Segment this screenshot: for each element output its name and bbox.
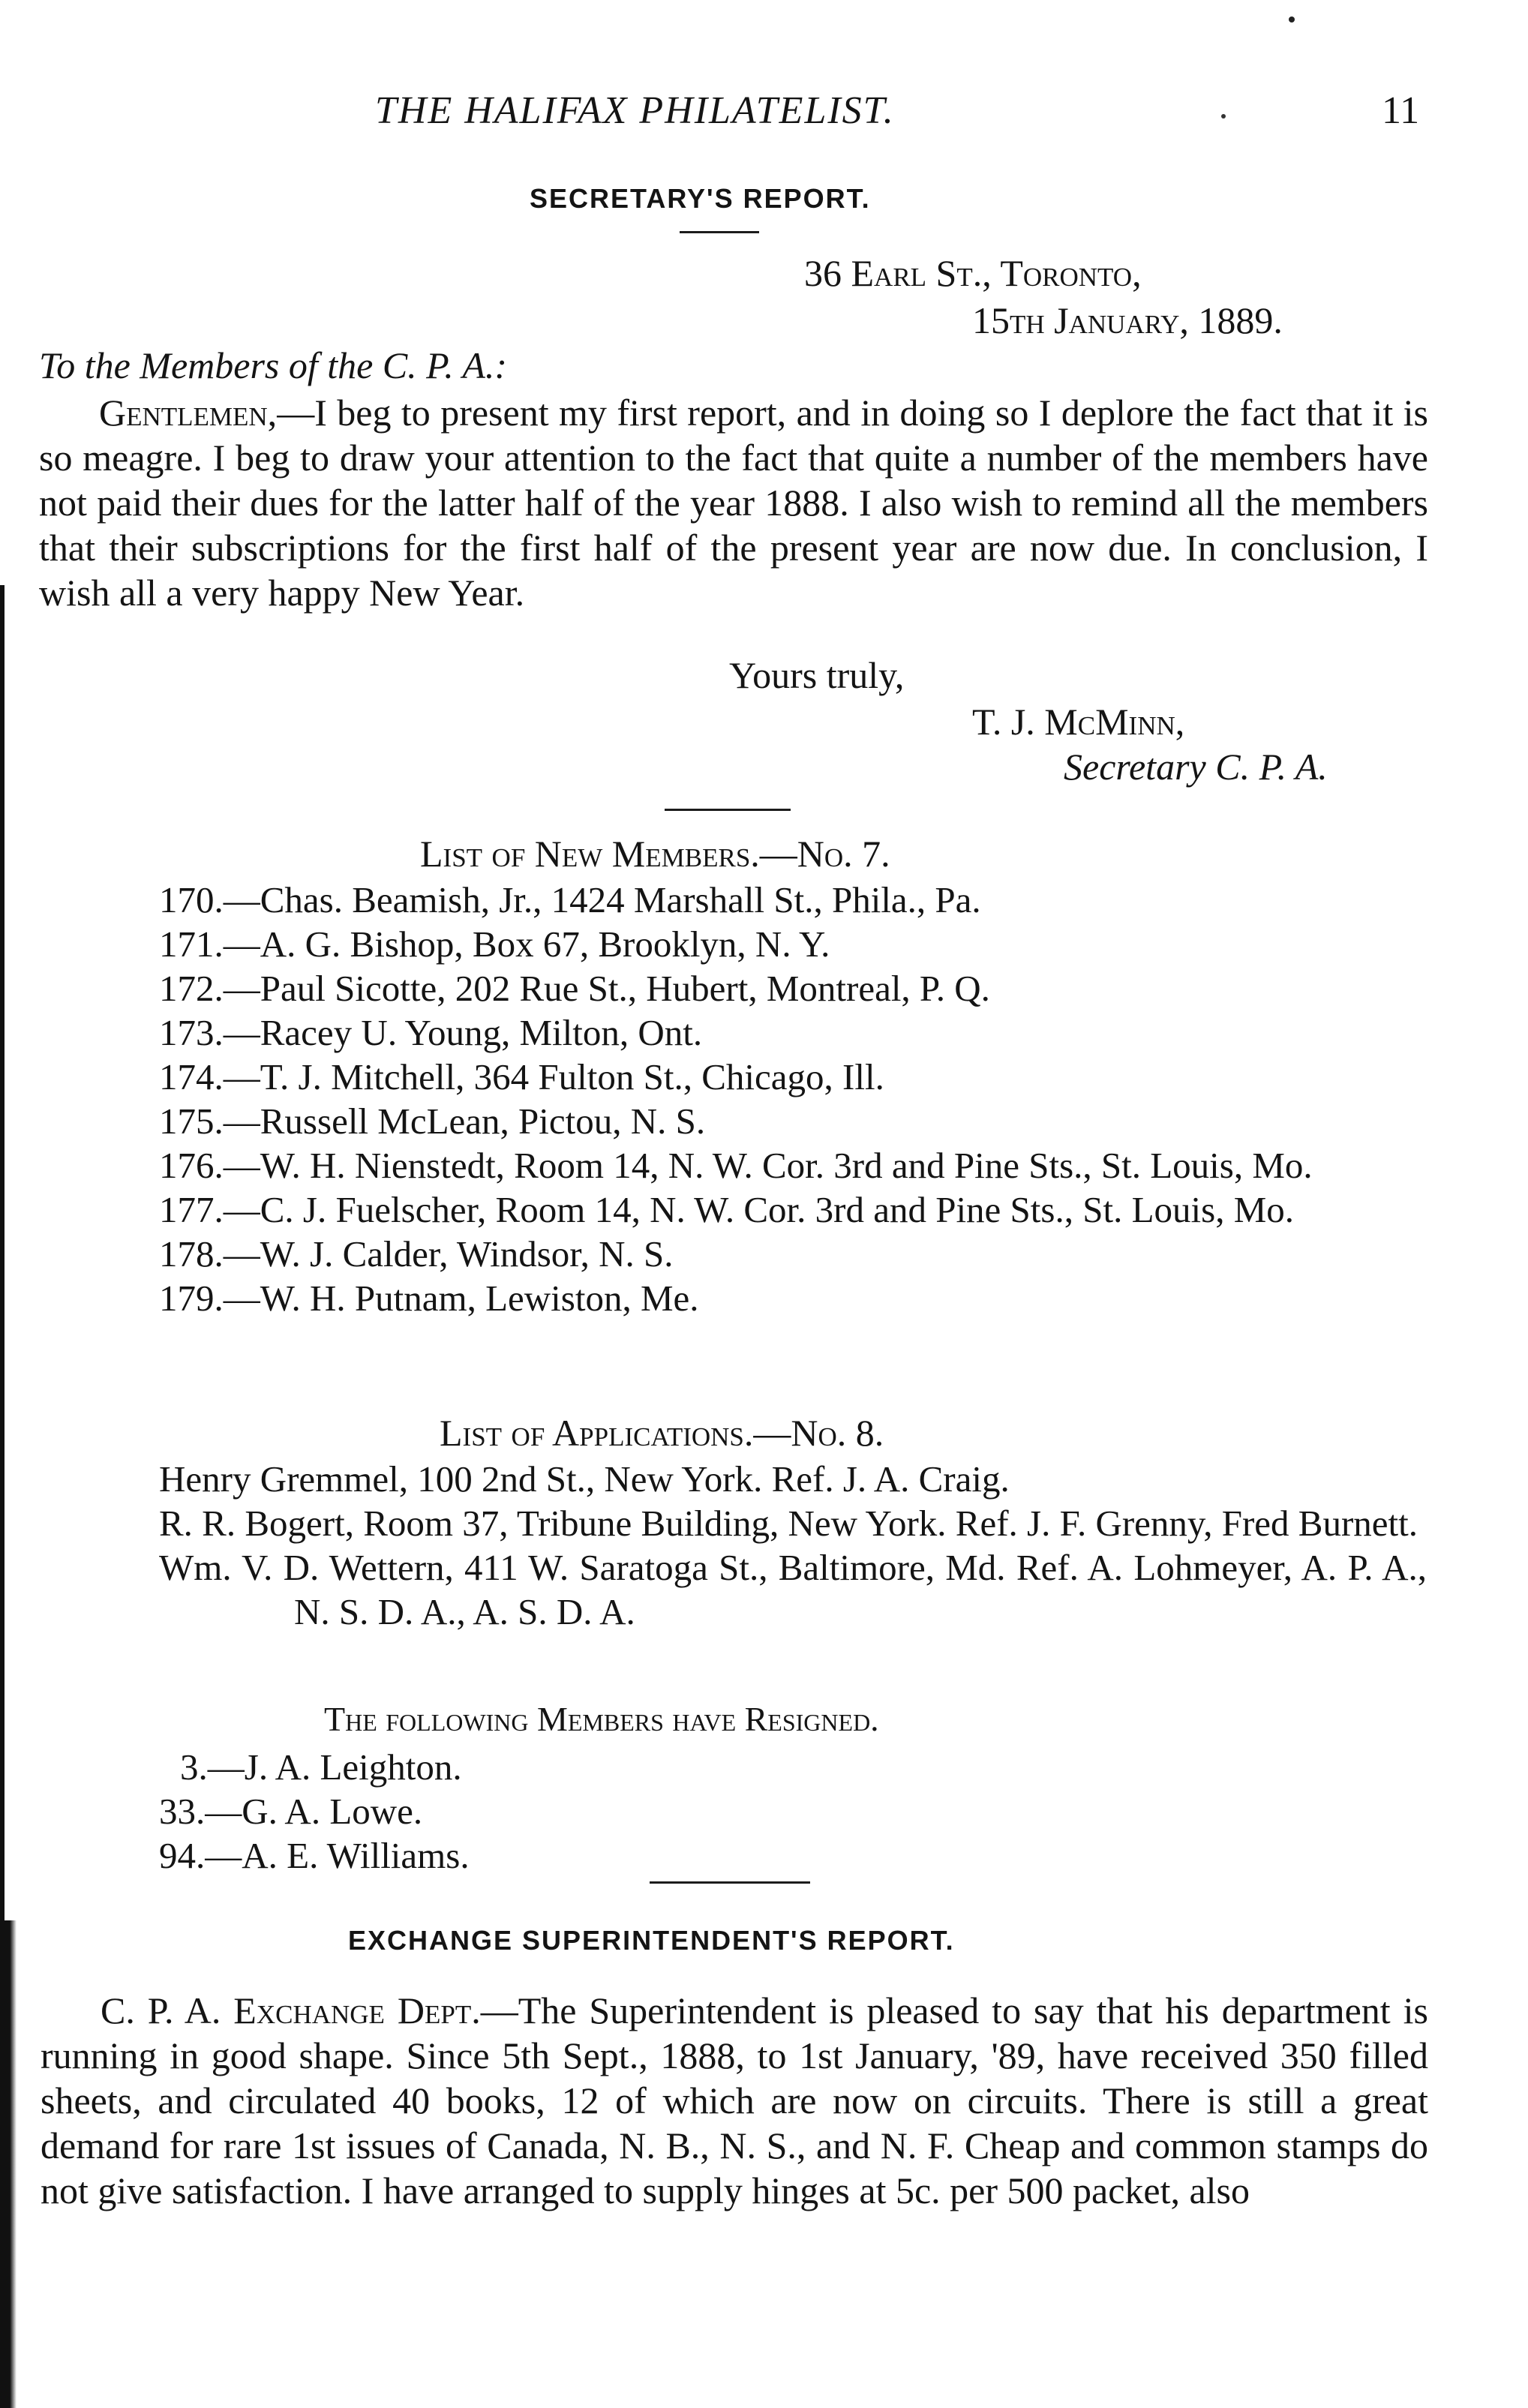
section-divider	[650, 1881, 810, 1884]
salutation: To the Members of the C. P. A.:	[39, 344, 508, 386]
secretary-paragraph	[39, 390, 1428, 615]
list-item: 33.—G. A. Lowe.	[159, 1791, 423, 1832]
list-item: 178.—W. J. Calder, Windsor, N. S.	[159, 1233, 674, 1275]
list-item: 179.—W. H. Putnam, Lewiston, Me.	[159, 1278, 699, 1319]
paragraph-lead: Gentlemen,	[99, 392, 278, 434]
exchange-lead: C. P. A. Exchange Dept.	[101, 1989, 481, 2031]
list-item: 175.—Russell McLean, Pictou, N. S.	[159, 1100, 706, 1142]
running-title: THE HALIFAX PHILATELIST.	[375, 89, 895, 132]
page-number: 11	[1382, 89, 1420, 132]
applications-list	[159, 1457, 1427, 1634]
signature: T. J. McMinn,	[972, 701, 1185, 743]
list-item: 170.—Chas. Beamish, Jr., 1424 Marshall St., Phila., Pa.	[159, 879, 981, 920]
list-item: 176.—W. H. Nienstedt, Room 14, N. W. Cor. 3rd and Pine Sts., St. Louis, Mo.	[159, 1145, 1313, 1186]
address-line-2: 15th January, 1889.	[972, 299, 1283, 341]
list-item: 3.—J. A. Leighton.	[180, 1746, 462, 1788]
list-item: 173.—Racey U. Young, Milton, Ont.	[159, 1012, 703, 1053]
list-item: 172.—Paul Sicotte, 202 Rue St., Hubert, Montreal, P. Q.	[159, 968, 990, 1009]
section-divider	[665, 809, 791, 811]
list-item: 94.—A. E. Williams.	[159, 1835, 470, 1876]
exchange-text: —The Superintendent is pleased to say that his department is running in good shape. Since 5th Sept., 1888, to 1st January, '89, have received 350 filled sheets, and circulated 40 books, 12 of which are now on circuits. There is still a great demand for rare 1st issues of Canada, N. B., N. S., and N. F. Cheap and common stamps do not give satisfaction. I have arranged to supply hinges at 5c. per 500 packet, also	[41, 1989, 1428, 2211]
applications-heading: List of Applications.—No. 8.	[440, 1412, 884, 1454]
new-members-heading: List of New Members.—No. 7.	[420, 833, 890, 875]
list-item: R. R. Bogert, Room 37, Tribune Building, New York. Ref. J. F. Grenny, Fred Burnett.	[159, 1503, 1418, 1544]
print-speck	[1221, 114, 1226, 119]
list-item: Henry Gremmel, 100 2nd St., New York. Ref. J. A. Craig.	[159, 1458, 1010, 1500]
heading-rule	[680, 231, 759, 233]
resigned-heading: The following Members have Resigned.	[324, 1700, 879, 1738]
list-item: 171.—A. G. Bishop, Box 67, Brooklyn, N. Y.	[159, 923, 830, 965]
list-item: 174.—T. J. Mitchell, 364 Fulton St., Chicago, Ill.	[159, 1056, 884, 1097]
exchange-report-heading: EXCHANGE SUPERINTENDENT'S REPORT.	[348, 1925, 955, 1956]
signature-title: Secretary C. P. A.	[1064, 746, 1328, 788]
secretary-report-heading: SECRETARY'S REPORT.	[530, 183, 871, 214]
list-item: Wm. V. D. Wettern, 411 W. Saratoga St., Baltimore, Md. Ref. A. Lohmeyer, A. P. A., N. S. D. A., A. S. D. A.	[159, 1547, 1427, 1632]
print-speck	[1289, 17, 1295, 23]
binding-shadow	[0, 1920, 17, 2408]
new-members-list	[159, 878, 1427, 1320]
resigned-list	[159, 1745, 470, 1878]
paragraph-text: —I beg to present my first report, and in doing so I deplore the fact that it is so meagre. I beg to draw your attention to the fact that quite a number of the members have not paid their dues for the latter half of the year 1888. I also wish to remind all the members that their subscriptions for the first half of the present year are now due. In conclusion, I wish all a very happy New Year.	[39, 392, 1428, 614]
closing: Yours truly,	[729, 654, 905, 696]
exchange-paragraph	[41, 1988, 1428, 2213]
list-item: 177.—C. J. Fuelscher, Room 14, N. W. Cor. 3rd and Pine Sts., St. Louis, Mo.	[159, 1189, 1295, 1230]
address-line-1: 36 Earl St., Toronto,	[804, 252, 1142, 294]
